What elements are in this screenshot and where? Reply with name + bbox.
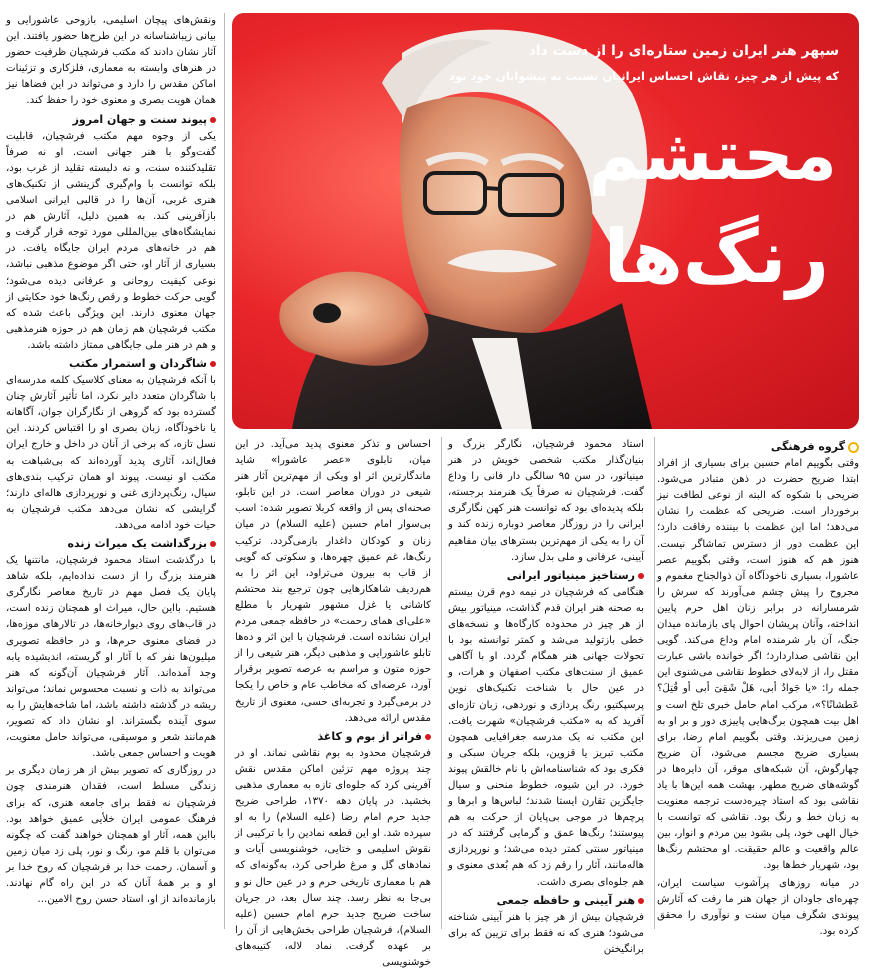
bullet-icon xyxy=(210,361,216,367)
publisher-logo-icon xyxy=(848,442,859,453)
byline-text: گروه فرهنگی xyxy=(770,440,845,453)
bullet-icon xyxy=(638,573,644,579)
column-divider xyxy=(224,13,225,929)
subheading: پیوند سنت و جهان امروز xyxy=(6,112,216,128)
paragraph: با آنکه فرشچیان به معنای کلاسیک کلمه مدرسه‌ای با شاگردان متعدد دایر نکرد، اما تأثیر آثارش چنان گسترده بود که گروهی از نگارگران جوان، آگاهانه یا ناخودآگاه، زبان بصری او را اقتباس کردند. این نسل تازه، که برخی از آنان در داخل و خارج ایران فعال‌اند، آثاری پدید آورده‌اند که بی‌شباهت به مکتب او نیست. پیوند او همان ترکیب بندی‌های سیال، رنگ‌پردازی غنی و نورپردازی هاله‌ای دارند؛ گرایشی که نشان می‌دهد مکتب فرشچیان به حیات خود ادامه می‌دهد. xyxy=(6,375,216,531)
paragraph: فرشچیان بیش از هر چیز با هنر آیینی شناخته می‌شود؛ هنری که نه فقط برای تزیین که برای برانگیختن xyxy=(448,911,644,955)
bullet-icon xyxy=(425,734,431,740)
subheading: رستاخیز مینیاتور ایرانی xyxy=(448,568,644,584)
paragraph: در میانه روزهای پرآشوب سیاست ایران، چهره‌ای جاودان از جهان هنر ما رفت که آثارش پیوندی شگرف میان سنت و نوآوری را محقق کرده بود. xyxy=(657,877,859,937)
column-divider xyxy=(654,437,655,929)
subheading: بزرگداشت یک میراث زنده xyxy=(6,536,216,552)
paragraph: فرشچیان محدود به بوم نقاشی نماند. او در چند پروژه مهم تزئین اماکن مقدس نقش آفرینی کرد که جلوه‌ای تازه به معماری مذهبی بخشید. در پایان دهه ۱۳۷۰، طراحی ضریح جدید حرم امام رضا (علیه السلام) را به او سپرده شد. او این قطعه نمادین را با ترکیبی از نقوش اسلیمی و ختایی، خوشنویسی آیات و نمادهای گل و مرغ طراحی کرد، به‌گونه‌ای که هم با معماری تاریخی حرم و در عین حال نو و بی‌جا به نظر رسد. چند سال بعد، در جریان ساخت ضریح جدید حرم امام حسین (علیه السلام)، فرشچیان طراحی بخش‌هایی از آن را بر عهده گرفت. نماد لاله، کتیبه‌های خوشنویسی xyxy=(235,747,431,968)
hero-banner xyxy=(232,13,859,429)
paragraph: یکی از وجوه مهم مکتب فرشچیان، قابلیت گفت‌وگو با هنر جهانی است. او نه صرفاً تقلیدکننده سنت، و نه دلبسته تقلید از غرب بود، بلکه توانست با وام‌گیری گزینشی از تکنیک‌های هنری غربی، آن‌ها را در قالبی ایرانی اسلامی بازآفرینی کند. به همین دلیل، آثارش هم در نمایشگاه‌های بین‌المللی مورد توجه قرار گرفت و هم در خانه‌های مردم ایران جایگاه یافت. در بسیاری از آثار او، حتی اگر موضوع مذهبی نباشد، نوعی کیفیت روحانی و عرفانی دیده می‌شود؛ گویی حرکت خطوط و رقص رنگ‌ها خود حکایتی از جهان معنوی دارند. این ویژگی باعث شده که مکتب فرشچیان هم زمان هم در حوزه هنرمذهبی و هم در هنر ملی جایگاهی ممتاز داشته باشد. xyxy=(6,130,216,351)
paragraph: وقتی بگوییم امام حسین برای بسیاری از افراد ابتدا ضریح حضرت در ذهن متبادر می‌شود. ضریحی با شکوه که البته از نوعی لطافت نیز برخوردار است. ضریحی که عظمت را نشان می‌دهد؛ اما این عظمت با بیننده رفاقت دارد؛ این عظمت دور از دسترس تماشاگر نیست. هنوز هم که هنوز است، وقتی بگوییم عصر عاشورا، بسیاری ناخودآگاه آن ذوالجناح مغموم و مجروح را پیش چشم می‌آورند که سرش را شرمسارانه در برابر زنان اهل حرم پایین انداخته، وآنان پریشان احوال پای بازمانده میدان جنگ، آن بار شرمنده امام وداع می‌کند. گویی این نقاشی صداردارد؛ اگر خوانده باشی عبارت مقتل را، از لابه‌لای خطوط نقاشی می‌شنوی این جمله را: «یا جَوادُ أبی، هَلْ شَقِیَ أبی أو قُتِلَ؟ عَطشانًا؟»، مرکب امام حامل خبری تلخ است و اهل بیت همچون برگ‌هایی پاییزی دور و بر او به زمین می‌ریزند. وقتی بگوییم امام رضا، برای بسیاری ضریح مجسم می‌شود، آن ضریح چهارگوش، آن شبکه‌های موقر، آن دایره‌ها در گوشه‌های ضریح مطهر. بهشت همه این‌ها با یاد نقاشی بود که استاد چیره‌دست ترجمه معنویت به زبان خط و رنگ بود. نقاشی که توانست با خیال الهی خود، پلی بشود بین مردم و انوار، بین عالم واقعیت و عالم حقیقت. او محتشم رنگ‌ها بود، شهریار خط‌ها بود. xyxy=(657,458,859,872)
hero-kicker: سپهر هنر ایران زمین ستاره‌ای را از دست داد xyxy=(528,43,839,59)
bullet-icon xyxy=(638,898,644,904)
subheading: فراتر از بوم و کاغذ xyxy=(235,729,431,745)
subheading: شاگردان و استمرار مکتب xyxy=(6,356,216,372)
paragraph: استاد محمود فرشچیان، نگارگر بزرگ و بنیان‌گذار مکتب شخصی خویش در هنر مینیاتور، در سن ۹۵ سالگی دار فانی را وداع گفت. فرشچیان نه صرفاً یک هنرمند برجسته، بلکه پدیده‌ای بود که توانست هنر کهن نگارگری ایرانی را در روزگار معاصر دوباره زنده کند و آن را به یکی از مهم‌ترین بسترهای بیان مفاهیم آیینی، عرفانی و ملی بدل سازد. xyxy=(448,439,644,563)
paragraph: ونقش‌های پیچان اسلیمی، بازوحی عاشورایی و بیانی زیباشناسانه در این طرح‌ها حضور یافتند. این آثار نشان دادند که مکتب فرشچیان ظرفیت حضور در هنرهای وابسته به معماری، فلزکاری و تزئینات اماکن مقدس را دارد و می‌تواند در این فضاها نیز همان هویت بصری و معنوی خود را حفظ کند. xyxy=(6,15,216,107)
paragraph: در روزگاری که تصویر بیش از هر زمان دیگری بر زندگی مسلط است، فقدان هنرمندی چون فرشچیان نه فقط برای جامعه هنری، که برای فرهنگ عمومی ایران خلأیی عمیق خواهد بود. بااین همه، آثار او همچنان خواهند گفت که چگونه می‌توان با قلم مو، رنگ و نور، پلی زد میان زمین و آسمان. رحمت خدا بر فرشچیان که روح خدا بر او و بر همهٔ آنان که در این راه گام نهادند. بازمانده‌اند از او، استاد حسن روح الامین... xyxy=(6,765,216,906)
column-4 xyxy=(6,13,216,929)
paragraph: با درگذشت استاد محمود فرشچیان، مانتنها یک هنرمند بزرگ را از دست نداده‌ایم، بلکه شاهد پایان یک فصل مهم در تاریخ معاصر نگارگری هستیم. بااین حال، میراث او همچنان زنده است، در قاب‌های روی دیوارخانه‌ها، در تالارهای موزه‌ها، در فضای معنوی حرم‌ها، و در حافظه تصویری میلیون‌ها نفر که با آثار او گریسته، اندیشیده یابه وجد آمده‌اند. آثار فرشچیان آن‌گونه که هنر می‌تواند به ذات و نسبت محسوس نماند؛ می‌تواند ریشه در گذشته داشته باشد، اما شاخه‌هایش را به سوی آینده بگستراند. او نشان داد که تصویر، هم‌مانند شعر و موسیقی، می‌تواند حامل معنویت، هویت و احساس جمعی باشد. xyxy=(6,555,216,760)
hero-subtitle: که پیش از هر چیز، نقاش احساس ایرانیان نسبت به پیشوایان خود بود xyxy=(449,69,839,83)
bullet-icon xyxy=(210,117,216,123)
column-divider xyxy=(441,437,442,929)
paragraph: هنگامی که فرشچیان در نیمه دوم قرن بیستم به صحنه هنر ایران قدم گذاشت، مینیاتور بیش از هر چیز در محدوده کارگاه‌ها و نسخه‌های خطی بازتولید می‌شد و کمتر توانسته بود با تحولات جهانی هنر همگام گردد. او با آگاهی عمیق از سنت‌های مکتب اصفهان و هرات، و در عین حال با شناخت تکنیک‌های نوین پرسپکتیو، رنگ پردازی و نوردهی، زبان تازه‌ای آفرید که به «مکتب فرشچیان» شهرت یافت. این مکتب نه یک مدرسه جغرافیایی همچون مکتب تبریز یا قزوین، بلکه جریان سبکی و فکری بود که شناسنامه‌اش با نام خالقش پیوند خورد. در این شیوه، خطوط منحنی و سیال جایگزین تقارن ایستا شدند؛ لباس‌ها و ابرها و پرچم‌ها در موجی بی‌پایان از حرکت به هم پیوستند؛ رنگ‌ها عمق و گرمایی گرفتند که در مینیاتور سنتی کمتر دیده می‌شد؛ و نورپردازی هاله‌مانند، آثار را رقم زد که هم بُعدی معنوی و هم جلوه‌ای بصری داشت. xyxy=(448,586,644,888)
paragraph: احساس و تذکر معنوی پدید می‌آید. در این میان، تابلوی «عصر عاشورا» شاید ماندگارترین اثر او ویکی از مهم‌ترین آثار هنر شیعی در دوران معاصر است. در این تابلو، صحنه‌ای پس از واقعه کربلا تصویر شده: اسب بی‌سوار امام حسین (علیه السلام) در میان زنان و کودکان داغدار بازمی‌گردد. ترکیب رنگ‌ها، غم عمیق چهره‌ها، و سکوتی که گویی از قاب به بیرون می‌تراود، این اثر را به هم‌ردیف شاهکارهایی چون ترجیع بند محتشم کاشانی یا غزل مشهور شهریار با مطلع «علی‌ای همای رحمت» در حافظه جمعی مردم ایران نشانده است. فرشچیان با این اثر و ده‌ها تابلو عاشورایی و مذهبی دیگر، هنر شیعی را از حوزه متون و مراسم به عرصه تصویر برقرار آورد، عرصه‌ای که مخاطب عام و خاص را یکجا در برمی‌گیرد و تجربه‌ای حسی، معنوی از تاریخ مقدس ارائه می‌دهد. xyxy=(235,439,431,724)
byline xyxy=(657,439,859,455)
hero-title-line2: رنگ‌ها xyxy=(603,214,829,300)
column-2 xyxy=(448,437,644,955)
column-3 xyxy=(235,437,431,968)
subheading: هنر آیینی و حافظه جمعی xyxy=(448,893,644,909)
bullet-icon xyxy=(210,541,216,547)
hero-title-line1: محتشم xyxy=(588,114,837,196)
column-1 xyxy=(657,437,859,937)
